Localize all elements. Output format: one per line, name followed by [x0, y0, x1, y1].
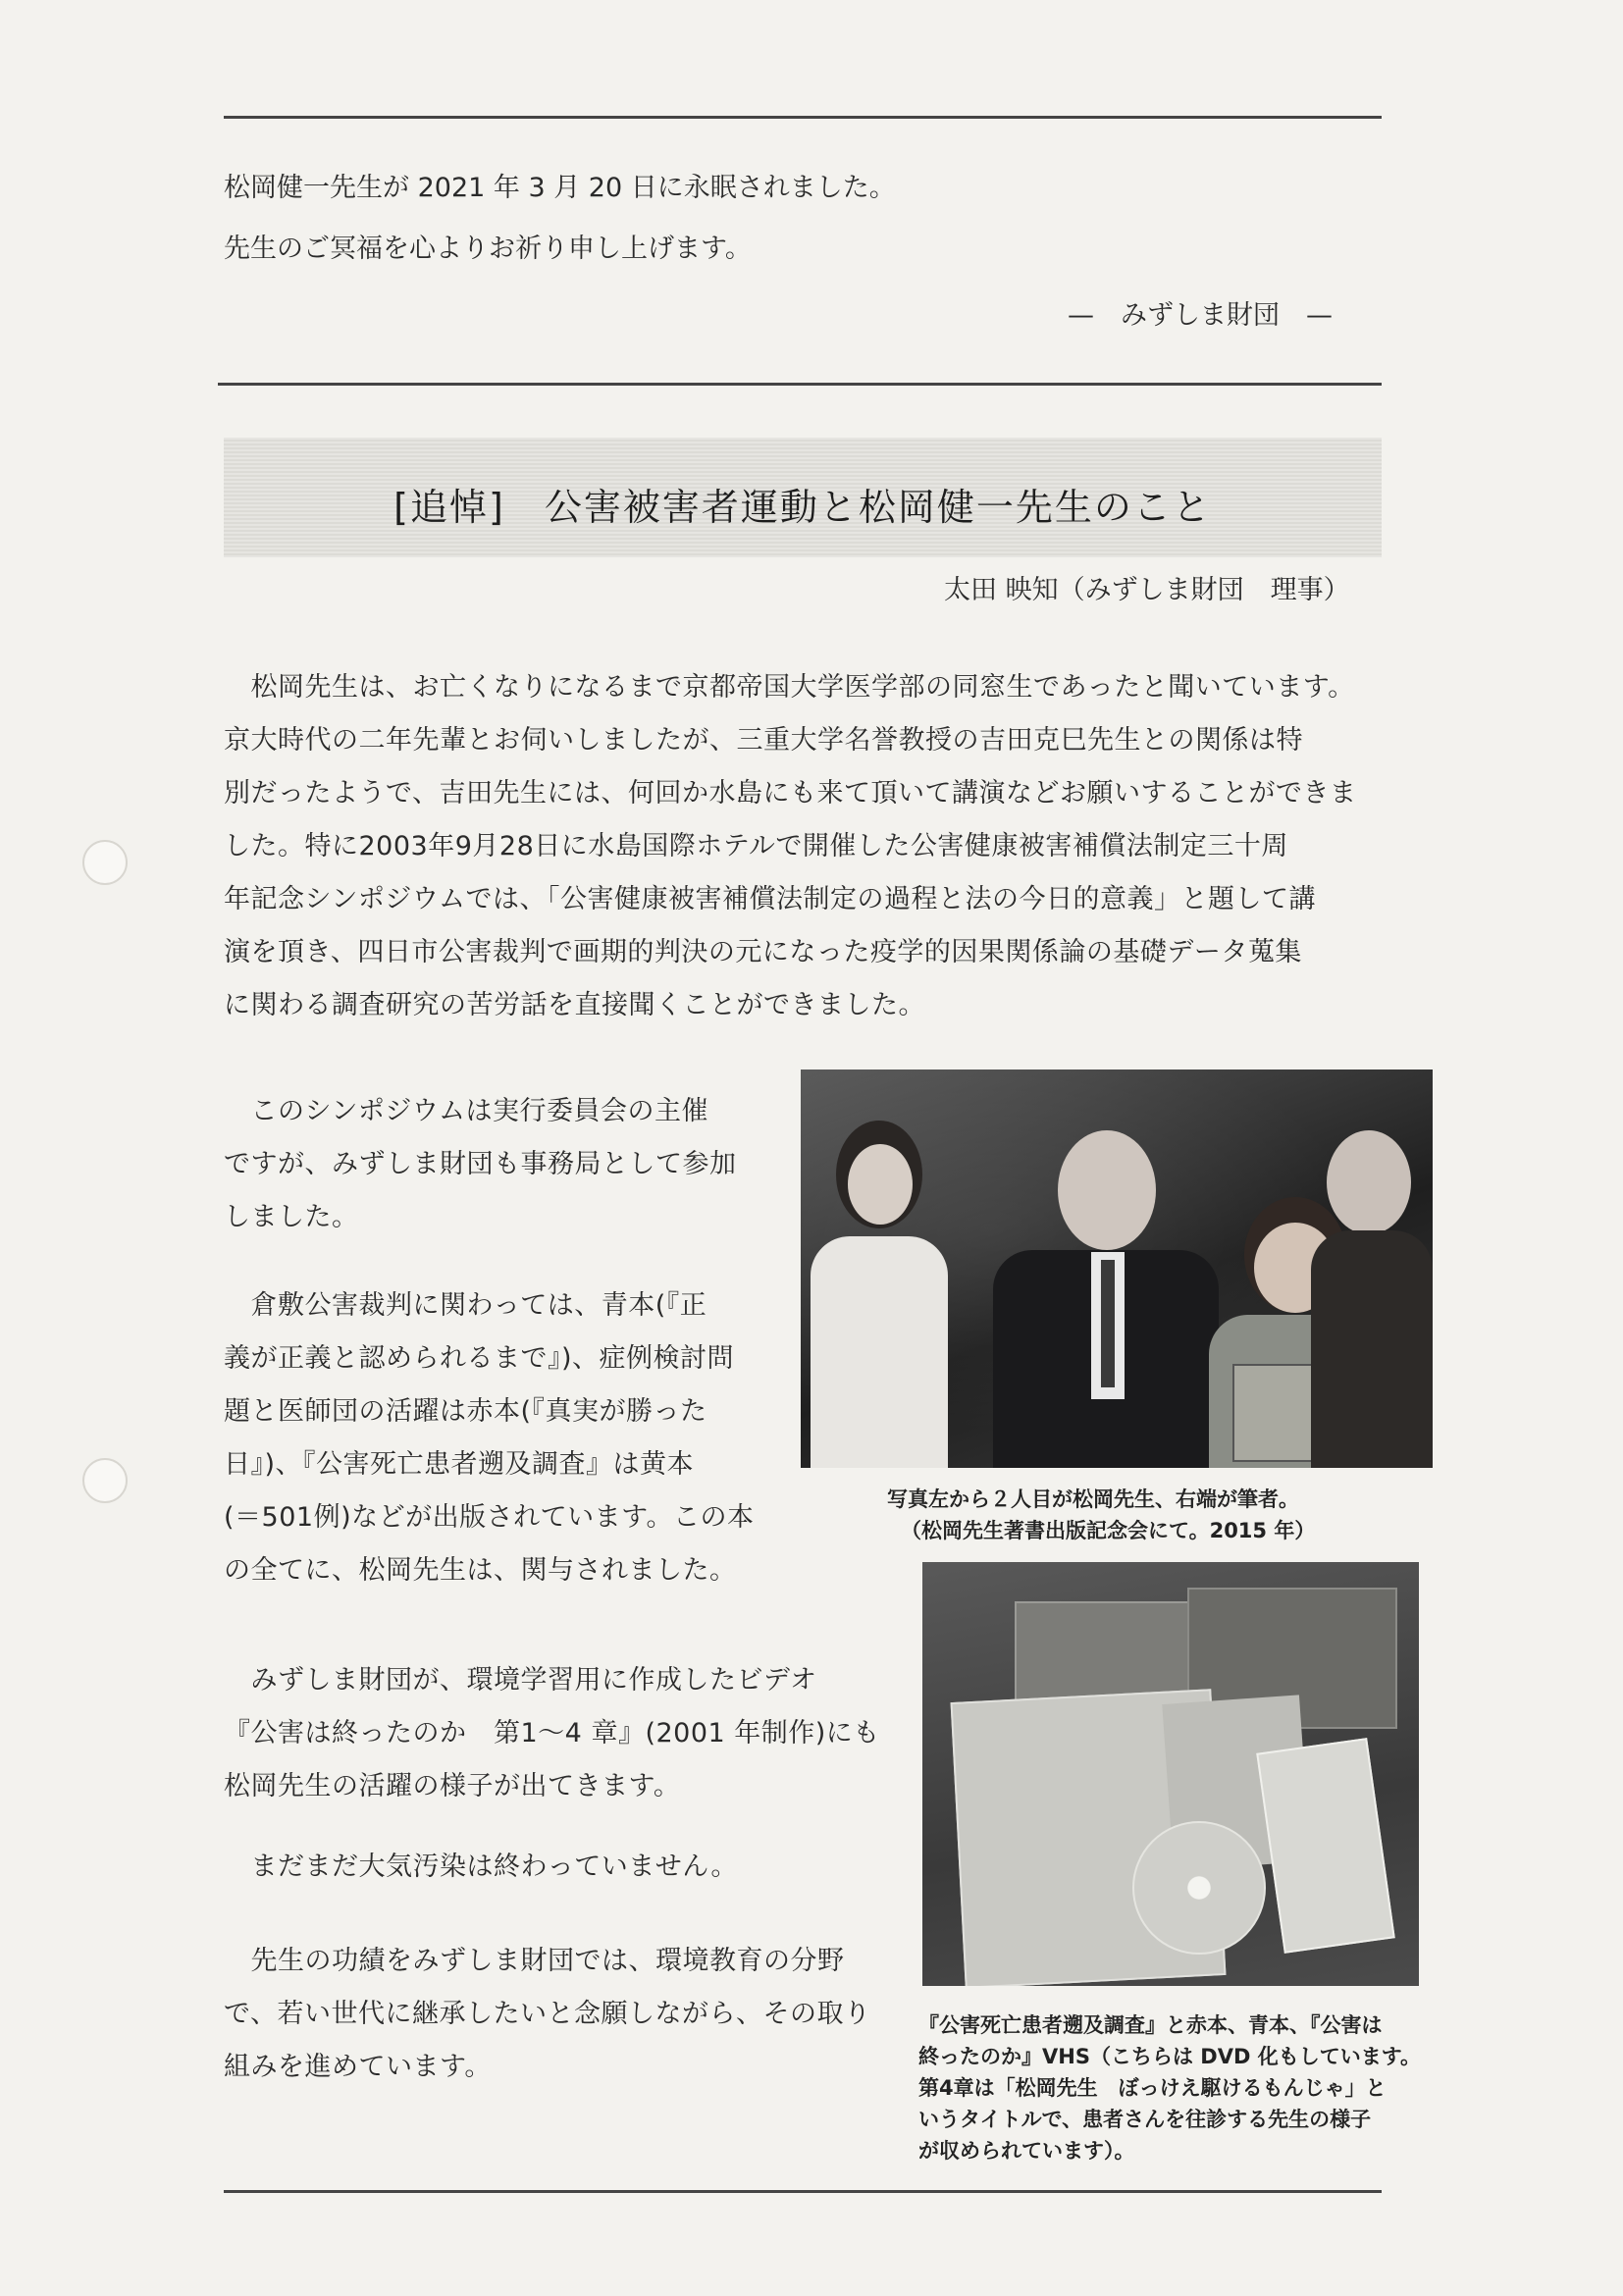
notice-line-2: 先生のご冥福を心よりお祈り申し上げます。	[224, 234, 752, 264]
book-icon	[1232, 1364, 1317, 1462]
body-text-line: みずしま財団が、環境学習用に作成したビデオ	[224, 1665, 817, 1696]
body-text-line: このシンポジウムは実行委員会の主催	[224, 1096, 709, 1126]
body-text-line: 題と医師団の活躍は赤本(『真実が勝った	[224, 1396, 707, 1427]
body-text-line: 『公害は終ったのか 第1～4 章』(2001 年制作)にも	[224, 1718, 880, 1748]
photo2-caption-line-2: 終ったのか』VHS（こちらは DVD 化もしています。	[918, 2045, 1422, 2068]
notice-bottom-rule	[218, 383, 1382, 386]
photo2-caption-line-4: いうタイトルで、患者さんを往診する先生の様子	[918, 2108, 1372, 2131]
body-text-line: 日』)、『公害死亡患者遡及調査』は黄本	[224, 1449, 695, 1480]
body-text-line: 年記念シンポジウムでは、「公害健康被害補償法制定の過程と法の今日的意義」と題して講	[224, 884, 1317, 914]
punch-hole-bottom	[82, 1458, 128, 1503]
body-text-line: しました。	[224, 1202, 359, 1232]
photo2-caption-line-5: が収められています）。	[918, 2139, 1135, 2163]
body-text-line: の全てに、松岡先生は、関与されました。	[224, 1555, 737, 1586]
body-text-line: (＝501例)などが出版されています。この本	[224, 1502, 755, 1533]
photo1-caption-line-1: 写真左から２人目が松岡先生、右端が筆者。	[887, 1487, 1299, 1511]
books-photo	[922, 1562, 1419, 1986]
punch-hole-top	[82, 840, 128, 885]
body-text-line: 義が正義と認められるまで』)、症例検討問	[224, 1343, 735, 1374]
person-silhouette-4	[1327, 1130, 1411, 1234]
event-photo	[801, 1070, 1433, 1468]
body-text-line: 組みを進めています。	[224, 2052, 492, 2082]
body-text-line: 演を頂き、四日市公害裁判で画期的判決の元になった疫学的因果関係論の基礎データ蒐集	[224, 937, 1302, 967]
photo1-caption-line-2: （松岡先生著書出版記念会にて。2015 年）	[901, 1519, 1316, 1542]
body-text-line: 倉敷公害裁判に関わっては、青本(『正	[224, 1290, 707, 1321]
dvd-disc-icon	[1132, 1821, 1266, 1955]
notice-signature: — みずしま財団 —	[1068, 300, 1333, 331]
article-title: [追悼] 公害被害者運動と松岡健一先生のこと	[393, 486, 1212, 529]
article-author: 太田 映知（みずしま財団 理事）	[944, 575, 1350, 605]
body-text-line: 松岡先生は、お亡くなりになるまで京都帝国大学医学部の同窓生であったと聞いています。	[224, 672, 1355, 703]
body-text-line: まだまだ大気汚染は終わっていません。	[224, 1852, 738, 1882]
body-text-line: に関わる調査研究の苦労話を直接聞くことができました。	[224, 990, 925, 1020]
body-text-line: 先生の功績をみずしま財団では、環境教育の分野	[224, 1946, 845, 1976]
body-text-line: 松岡先生の活躍の様子が出てきます。	[224, 1771, 681, 1801]
photo2-caption-line-3: 第4章は「松岡先生 ぼっけえ駆けるもんじゃ」と	[918, 2076, 1387, 2100]
top-rule	[224, 116, 1382, 119]
photo2-caption-line-1: 『公害死亡患者遡及調査』と赤本、青本、『公害は	[918, 2013, 1383, 2037]
body-text-line: 京大時代の二年先輩とお伺いしましたが、三重大学名誉教授の吉田克巳先生との関係は特	[224, 725, 1303, 756]
body-text-line: した。特に2003年9月28日に水島国際ホテルで開催した公害健康被害補償法制定三十周	[224, 831, 1288, 861]
notice-line-1: 松岡健一先生が 2021 年 3 月 20 日に永眠されました。	[224, 173, 896, 203]
body-text-line: 別だったようで、吉田先生には、何回か水島にも来て頂いて講演などお願いすることができま	[224, 778, 1357, 809]
vhs-case-icon	[1256, 1738, 1395, 1954]
body-text-line: ですが、みずしま財団も事務局として参加	[224, 1149, 737, 1179]
person-silhouette-2	[1058, 1130, 1156, 1250]
bottom-rule	[224, 2190, 1382, 2193]
body-text-line: で、若い世代に継承したいと念願しながら、その取り	[224, 1999, 871, 2029]
